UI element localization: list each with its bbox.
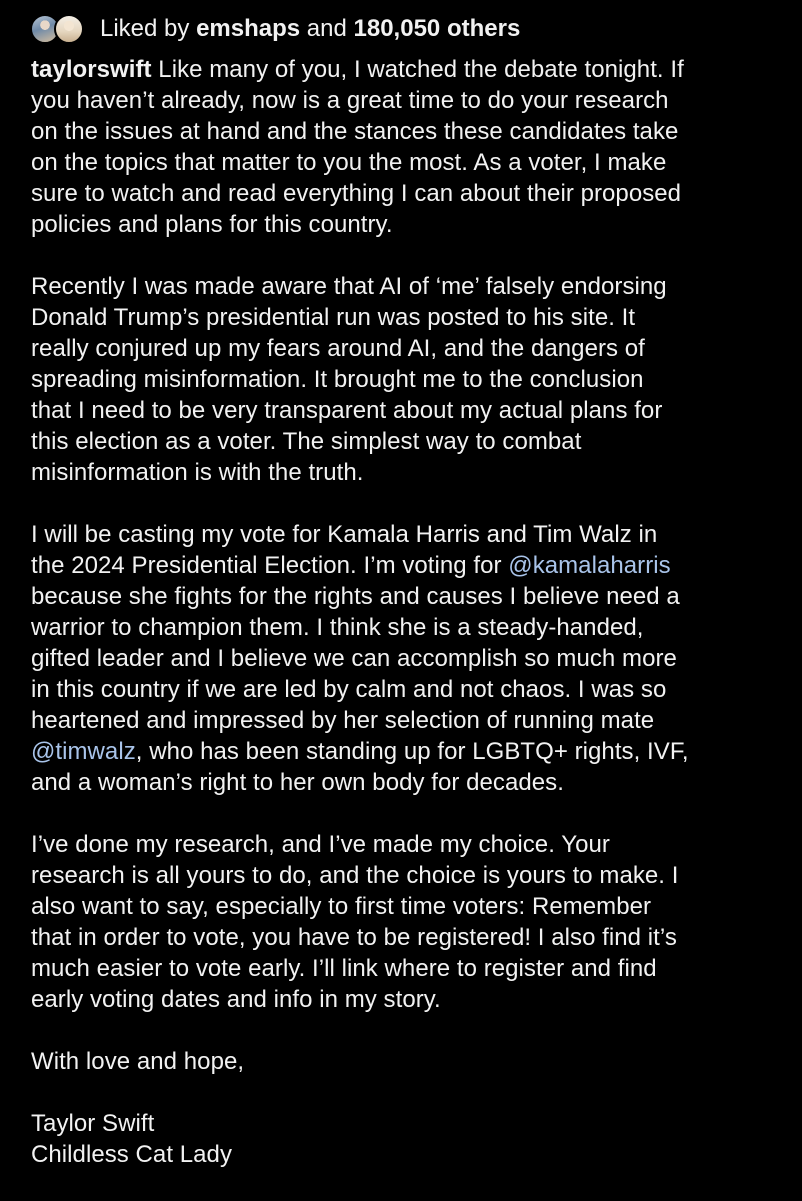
caption-line: in this country if we are led by calm and not chaos. I was so [31,676,667,703]
caption-line: because she fights for the rights and causes I believe need a [31,583,680,610]
caption-line: gifted leader and I believe we can accomplish so much more [31,645,677,672]
signature-name: Taylor Swift [31,1110,155,1137]
caption-line: also want to say, especially to first time voters: Remember [31,893,652,920]
caption-line: warrior to champion them. I think she is a steady-handed, [31,614,644,641]
caption-text: Like many of you, I watched the debate tonight. If [151,56,684,83]
caption-line [31,736,783,767]
post-caption [31,54,783,1201]
caption-paragraph-1 [31,54,783,240]
caption-signature [31,1108,783,1170]
likes-connector: and [306,15,347,42]
caption-text: , who has been standing up for LGBTQ+ rights, IVF, [135,738,689,765]
caption-line: early voting dates and info in my story. [31,986,441,1013]
caption-line: much easier to vote early. I’ll link where to register and find [31,955,657,982]
caption-line: on the issues at hand and the stances these candidates take [31,118,679,145]
caption-closing [31,1046,783,1077]
liker-avatar-2[interactable] [54,14,84,44]
caption-line: Recently I was made aware that AI of ‘me’ falsely endorsing [31,273,667,300]
likes-summary[interactable] [100,12,520,46]
caption-line: really conjured up my fears around AI, and the dangers of [31,335,645,362]
caption-line: that in order to vote, you have to be registered! I also find it’s [31,924,677,951]
closing-line: With love and hope, [31,1048,245,1075]
caption-text: the 2024 Presidential Election. I’m voting for [31,552,509,579]
signature-title: Childless Cat Lady [31,1141,232,1168]
liker-avatars[interactable] [30,13,92,45]
author-username[interactable]: taylorswift [31,56,152,83]
caption-line: this election as a voter. The simplest way to combat [31,428,582,455]
caption-line: research is all yours to do, and the choice is yours to make. I [31,862,679,889]
caption-line: that I need to be very transparent about my actual plans for [31,397,663,424]
likes-row[interactable] [30,12,520,46]
likes-prefix: Liked by [100,15,190,42]
caption-line: on the topics that matter to you the most. As a voter, I make [31,149,667,176]
caption-line: you haven’t already, now is a great time to do your research [31,87,669,114]
caption-line: policies and plans for this country. [31,211,393,238]
caption-line: I’ve done my research, and I’ve made my choice. Your [31,831,610,858]
caption-line: Donald Trump’s presidential run was posted to his site. It [31,304,636,331]
caption-paragraph-3 [31,519,783,798]
caption-line [31,54,783,85]
caption-line: and a woman’s right to her own body for decades. [31,769,564,796]
top-liker-username[interactable]: emshaps [196,15,301,42]
caption-paragraph-4 [31,829,783,1015]
caption-paragraph-2 [31,271,783,488]
caption-line: sure to watch and read everything I can about their proposed [31,180,682,207]
mention-kamalaharris-link[interactable]: @kamalaharris [508,552,671,579]
caption-line: I will be casting my vote for Kamala Harris and Tim Walz in [31,521,658,548]
caption-line: misinformation is with the truth. [31,459,364,486]
caption-line: spreading misinformation. It brought me to the conclusion [31,366,644,393]
mention-timwalz-link[interactable]: @timwalz [31,738,136,765]
likes-count[interactable]: 180,050 others [353,15,521,42]
caption-line [31,550,783,581]
caption-line: heartened and impressed by her selection of running mate [31,707,655,734]
